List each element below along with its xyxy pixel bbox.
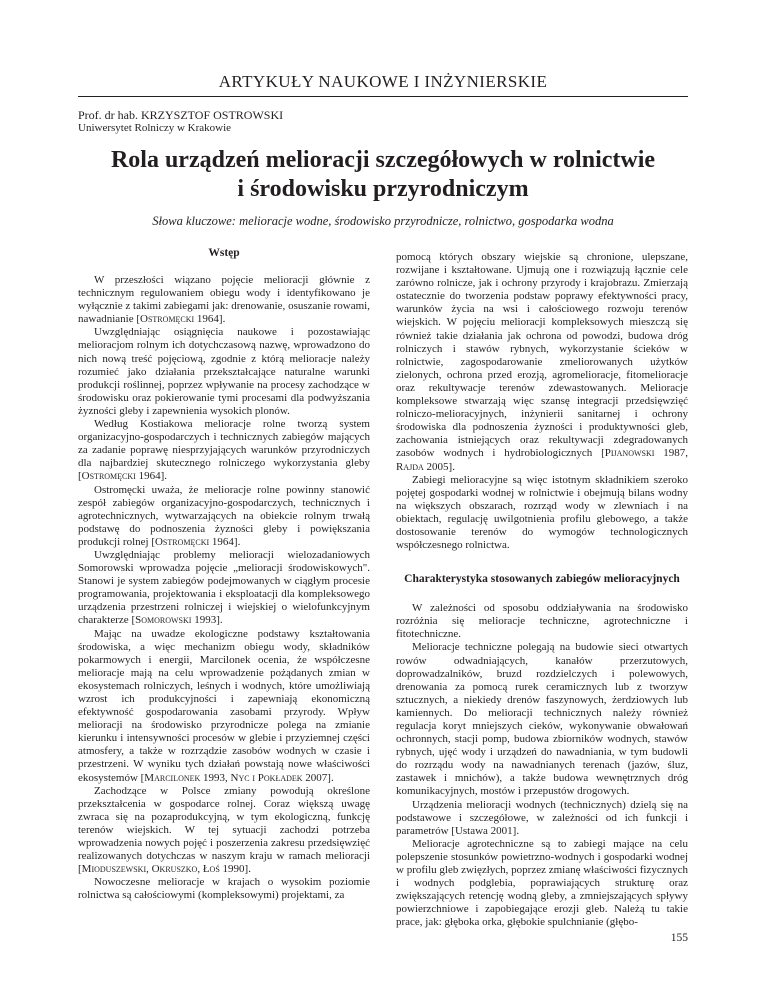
paragraph: pomocą których obszary wiejskie są chronione, ulepszane, rozwijane i kształtowane. Ujmują one i rozwiązują łącznie cele zarówno rolnicze, jak i ochrony przyrody i krajobrazu. Zmierzają ostatecznie do tworzenia podstaw poprawy efektywności pracy, warunków życia na wsi i całościowego rozwoju terenów wiejskich. W pojęciu melioracji kompleksowych mieszczą się również takie działania jak ochrona od powodzi, budowa dróg rolniczych i stawów rybnych, wykorzystanie ścieków w rolnictwie, zagospodarowanie zmeliorowanych użytków zielonych, ochrona przed erozją, agromelioracje, fitomelioracje oraz rekultywacje terenów zdewastowanych. Melioracje kompleksowe stwarzają więc szansę integracji przedsięwzięć rolniczo-melioracyjnych, inżynierii sanitarnej i ochrony środowiska dla podnoszenia żyzności i produktywności gleb, zachowania istniejących oraz rekultywacji zdegradowanych zasobów wodnych i hydrobiologicznych [Pijanowski 1987, Rajda 2005]. <box>396 251 688 473</box>
right-column <box>396 251 688 930</box>
paragraph: Mając na uwadze ekologiczne podstawy kształtowania środowiska, a więc mechanizm obiegu wody, składników pokarmowych i energii, Marcilonek ocenia, że współczesne melioracje mają na celu wprowadzenie pożądanych zmian w ekosystemach rolniczych, leśnych i wodnych, które umożliwiają wzrost ich produkcyjności i zapewniają ekonomiczną efektywność gospodarowania zasobami przyrody. Wpływ melioracji na środowisko przyrodnicze polega na zmianie kierunku i intensywności procesów w glebie i przyziemnej części atmosfery, a także w rozrządzie zasobów wodnych w czasie i przestrzeni. W wyniku tych działań powstają nowe właściwości ekosystemów [Marcilonek 1993, Nyc i Pokładek 2007]. <box>78 627 370 784</box>
paragraph: Według Kostiakowa melioracje rolne tworzą system organizacyjno-gospodarczych i technicznych zabiegów mających za zadanie poprawę niesprzyjających warunków przyrodniczych dla najbardziej skutecznego rolniczego wykorzystania gleby [Ostromęcki 1964]. <box>78 418 370 483</box>
author-affiliation: Uniwersytet Rolniczy w Krakowie <box>78 122 232 134</box>
paragraph: Uwzględniając osiągnięcia naukowe i pozostawiając melioracjom rolnym ich dotychczasową nazwę, wprowadzono do nich nową treść pojęciową, zgodnie z którą melioracje należy rozumieć jako działania przekształcające naturalne warunki produkcji roślinnej, poprzez wpływanie na procesy zachodzące w środowisku oraz pokierowanie tymi procesami dla podwyższania żyzności gleby i zapewnienia wysokich plonów. <box>78 326 370 417</box>
section-heading-characteristics: Charakterystyka stosowanych zabiegów melioracyjnych <box>404 573 680 586</box>
page-number: 155 <box>670 932 688 944</box>
paragraph: Melioracje agrotechniczne są to zabiegi mające na celu polepszenie stosunków powietrzno-wodnych i gospodarki wodnej w profilu gleb zwięzłych, poprzez zmianę właściwości fizycznych i wodnych podglebia, poprawiających strukturę oraz zwiększających retencję wodną gleby, a zmniejszających spływy powierzchniowe i zapobiegające erozji gleb. Należą tu takie prace, jak: głęboka orka, głębokie spulchnianie (głębo- <box>396 837 688 929</box>
title-line-1: Rola urządzeń melioracji szczegółowych w rolnictwie <box>110 147 656 173</box>
paragraph: Urządzenia melioracji wodnych (technicznych) dzielą się na podstawowe i szczegółowe, w zależności od ich funkcji i parametrów [Ustawa 2001]. <box>396 798 688 837</box>
section-header: ARTYKUŁY NAUKOWE I INŻYNIERSKIE <box>218 72 548 91</box>
paragraph: W przeszłości wiązano pojęcie melioracji głównie z technicznym regulowaniem obiegu wody i identyfikowano je wyłącznie z takimi zabiegami jak: drenowanie, osuszanie rowami, nawadnianie [Ostromęcki 1964]. <box>78 274 370 326</box>
article-title <box>78 146 688 204</box>
author-name: Prof. dr hab. KRZYSZTOF OSTROWSKI <box>78 108 284 122</box>
keywords: Słowa kluczowe: melioracje wodne, środowisko przyrodnicze, rolnictwo, gospodarka wodna <box>152 214 614 228</box>
paragraph: Melioracje techniczne polegają na budowie sieci otwartych rowów odwadniających, kanałów przerzutowych, doprowadzalników, bruzd rozdzielczych i polewowych, drenowania za pomocą rurek ceramicznych lub z tworzyw sztucznych, a niekiedy drenów faszynowych, żerdziowych lub kamiennych. Do melioracji technicznych należy również regulacja koryt mniejszych cieków, wykonywanie obwałowań ochronnych, stacji pomp, budowa zbiorników wodnych, stawów rybnych, ujęć wody i urządzeń do nawadniania, w tym budowli do rozrządu wody na nawadnianych terenach (jazów, śluz, zastawek i mnichów), a także budowa wewnętrznych dróg komunikacyjnych, mostów i przepustów drogowych. <box>396 641 688 798</box>
citation: [Ostromęcki 1964]. <box>136 313 226 326</box>
paragraph: Uwzględniając problemy melioracji wielozadaniowych Somorowski wprowadza pojęcie „melioracji środowiskowych". Stanowi je system zabiegów podejmowanych w ciągłym procesie programowania, projektowania i eksploatacji dla kompleksowego urządzenia przestrzeni rolniczej i wiejskiej o wielofunkcyjnym charakterze [Somorowski 1993]. <box>78 548 370 627</box>
citation: [Marcilonek 1993, Nyc i Pokładek 2007]. <box>140 771 334 784</box>
citation: [Somorowski 1993]. <box>131 614 223 627</box>
paragraph: Ostromęcki uważa, że melioracje rolne powinny stanowić zespół zabiegów organizacyjno-gospodarczych, technicznych i agrotechnicznych, wytwarzających na obiekcie rolnym trwałą podstawę do podnoszenia żyzności gleby i powiększania produkcji rolnej [Ostromęcki 1964]. <box>78 483 370 548</box>
paragraph: Nowoczesne melioracje w krajach o wysokim poziomie rolnictwa są całościowymi (kompleksowymi) projektami, za <box>78 876 370 902</box>
citation: [Pijanowski 1987, Rajda 2005]. <box>396 447 688 473</box>
paragraph: Zabiegi melioracyjne są więc istotnym składnikiem szeroko pojętej gospodarki wodnej w rolnictwie i obejmują bilans wodny na większych obszarach, rozrząd wody w zlewniach i na obiektach, regulację uwilgotnienia profilu glebowego, a także dostosowanie terenów do wymogów technologicznych współczesnego rolnictwa. <box>396 473 688 552</box>
section-heading-intro: Wstęp <box>208 247 240 259</box>
title-line-2: i środowisku przyrodniczym <box>237 176 529 202</box>
paragraph: W zależności od sposobu oddziaływania na środowisko rozróżnia się melioracje techniczne, agrotechniczne i fitotechniczne. <box>396 602 688 641</box>
citation: [Ostromęcki 1964]. <box>78 470 167 483</box>
header-rule <box>78 96 688 97</box>
left-column <box>78 246 370 903</box>
paragraph: Zachodzące w Polsce zmiany powodują określone przekształcenia w gospodarce rolnej. Coraz większą uwagę zwraca się na pozaprodukcyjną, w tym ekologiczną, funkcję terenów wiejskich. W tej sytuacji zachodzi potrzeba wprowadzenia nowych pojęć i poszerzenia zakresu przedsięwzięć realizowanych dotychczas w naszym kraju w ramach melioracji [Mioduszewski, Okruszko, Łoś 1990]. <box>78 784 370 876</box>
citation: [Mioduszewski, Okruszko, Łoś 1990]. <box>78 863 251 876</box>
citation: [Ostromęcki 1964]. <box>151 535 241 548</box>
